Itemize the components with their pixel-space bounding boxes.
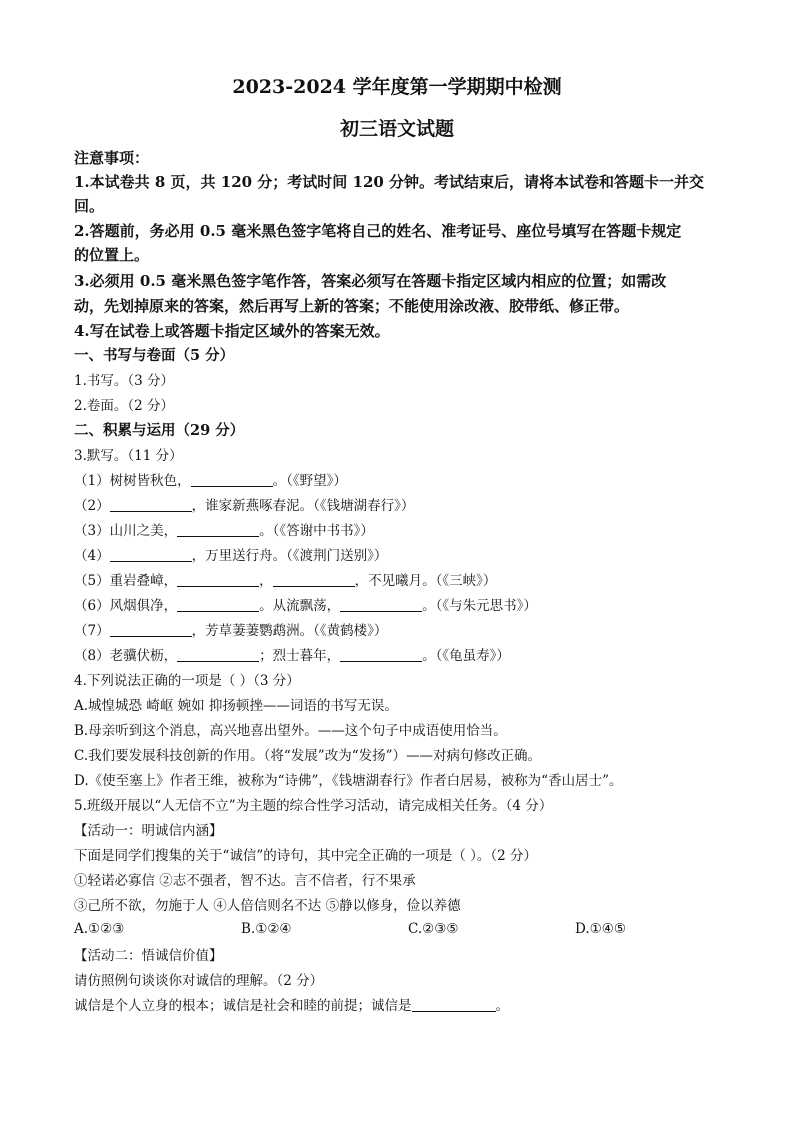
- recite-item: （7） ，芳草萋萋鹦鹉洲。（《黄鹤楼》）: [74, 623, 388, 639]
- answer-blank[interactable]: [340, 597, 422, 612]
- answer-blank[interactable]: [177, 572, 259, 587]
- choice-d: D.①④⑤: [575, 921, 626, 937]
- notice-line: 2.答题前，务必用 0.5 毫米黑色签字笔将自己的姓名、准考证号、座位号填写在答题卡规定: [74, 222, 682, 240]
- page-title: 2023-2024 学年度第一学期期中检测: [232, 76, 562, 98]
- answer-blank[interactable]: [412, 997, 496, 1012]
- option-b: B.母亲听到这个消息，高兴地喜出望外。——这个句子中成语使用恰当。: [74, 723, 507, 739]
- choice-b: B.①②④: [241, 921, 292, 937]
- option-c: C.我们要发展科技创新的作用。（将“发展”改为“发扬”）——对病句修改正确。: [74, 748, 541, 764]
- question-2: 2.卷面。（2 分）: [74, 398, 175, 414]
- notice-line: 3.必须用 0.5 毫米黑色签字笔作答，答案必须写在答题卡指定区域内相应的位置；如需改: [74, 272, 667, 290]
- recite-item: （4） ，万里送行舟。（《渡荆门送别》）: [74, 548, 388, 564]
- recite-item: （5）重岩叠嶂， ， ，不见曦月。（《三峡》）: [74, 573, 497, 589]
- poem-line: ①轻诺必寡信 ②志不强者，智不达。言不信者，行不果承: [74, 873, 416, 889]
- question-5: 5.班级开展以“人无信不立”为主题的综合性学习活动，请完成相关任务。（4 分）: [74, 798, 553, 814]
- notice-line: 1.本试卷共 8 页，共 120 分；考试时间 120 分钟。考试结束后，请将本试卷和答题卡一并交: [74, 173, 705, 191]
- answer-blank[interactable]: [273, 572, 355, 587]
- recite-item: （2） ，谁家新燕啄春泥。（《钱塘湖春行》）: [74, 498, 415, 514]
- recite-item: （8）老骥伏枥， ；烈士暮年， 。（《龟虽寿》）: [74, 648, 510, 664]
- answer-blank[interactable]: [177, 597, 259, 612]
- section-heading: 一、书写与卷面（5 分）: [74, 347, 235, 364]
- page-subtitle: 初三语文试题: [339, 118, 454, 140]
- recite-item: （6）风烟俱净， 。从流飘荡， 。（《与朱元思书》）: [74, 598, 537, 614]
- choice-a: A.①②③: [74, 921, 125, 937]
- activity-heading: 【活动二：悟诚信价值】: [74, 948, 223, 964]
- activity-heading: 【活动一：明诚信内涵】: [74, 823, 223, 839]
- activity-prompt: 请仿照例句谈谈你对诚信的理解。（2 分）: [74, 973, 324, 989]
- option-d: D.《使至塞上》作者王维，被称为“诗佛”，《钱塘湖春行》作者白居易，被称为“香山居士”。: [74, 773, 623, 789]
- answer-blank[interactable]: [340, 647, 422, 662]
- notice-line: 动，先划掉原来的答案，然后再写上新的答案；不能使用涂改液、胶带纸、修正带。: [74, 297, 630, 315]
- poem-line: ③己所不欲，勿施于人 ④人倍信则名不达 ⑤静以修身，俭以养德: [74, 898, 461, 914]
- answer-blank[interactable]: [177, 647, 259, 662]
- notice-heading: 注意事项：: [74, 149, 150, 167]
- notice-line: 回。: [74, 197, 105, 215]
- recite-item: （1）树树皆秋色， 。（《野望》）: [74, 473, 347, 489]
- notice-line: 的位置上。: [74, 246, 150, 264]
- answer-blank[interactable]: [191, 472, 273, 487]
- answer-blank[interactable]: [110, 497, 192, 512]
- section-heading: 二、积累与运用（29 分）: [74, 422, 245, 439]
- answer-blank[interactable]: [110, 622, 192, 637]
- choice-c: C.②③⑤: [408, 921, 459, 937]
- notice-line: 4.写在试卷上或答题卡指定区域外的答案无效。: [74, 322, 390, 340]
- answer-blank[interactable]: [110, 547, 192, 562]
- imitation-answer: 诚信是个人立身的根本；诚信是社会和睦的前提；诚信是 。: [74, 998, 509, 1014]
- question-3: 3.默写。（11 分）: [74, 448, 183, 464]
- option-a: A.城惶城恐 崎岖 婉如 抑扬顿挫——词语的书写无误。: [74, 698, 398, 714]
- activity-prompt: 下面是同学们搜集的关于“诚信”的诗句，其中完全正确的一项是（ ）。（2 分）: [74, 848, 537, 864]
- question-4: 4.下列说法正确的一项是（ ）（3 分）: [74, 673, 300, 689]
- answer-blank[interactable]: [177, 522, 259, 537]
- question-1: 1.书写。（3 分）: [74, 373, 175, 389]
- recite-item: （3）山川之美， 。（《答谢中书书》）: [74, 523, 374, 539]
